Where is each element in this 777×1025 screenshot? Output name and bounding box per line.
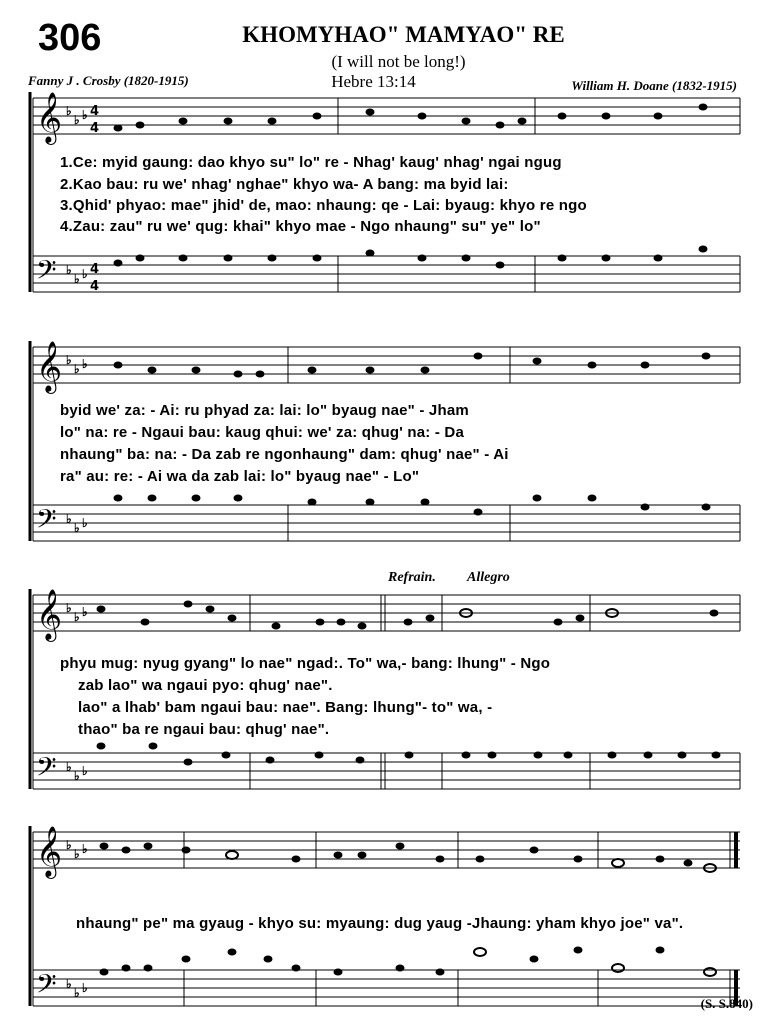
svg-text:♭: ♭ [82,108,88,122]
svg-text:♭: ♭ [74,769,80,783]
svg-text:𝄢: 𝄢 [36,254,57,292]
svg-text:♭: ♭ [66,760,72,774]
svg-text:𝄞: 𝄞 [36,341,63,392]
music-system-1 [0,88,777,298]
svg-text:♭: ♭ [66,838,72,852]
svg-text:♭: ♭ [82,981,88,995]
svg-text:♭: ♭ [74,272,80,286]
svg-text:♭: ♭ [66,512,72,526]
music-system-2 [0,337,777,547]
svg-text:𝄞: 𝄞 [36,92,63,143]
svg-text:♭: ♭ [66,353,72,367]
svg-text:♭: ♭ [66,263,72,277]
lyric-verse-3: lao" a lhab' bam ngaui bau: nae". Bang: lhung"- to" wa, - [78,699,493,716]
hymn-subtitle: (I will not be long!) [331,52,466,71]
lyric-verse-3: 3.Qhid' phyao: mae" jhid' de, mao: nhaung: qe - Lai: byaug: khyo re ngo [60,197,587,214]
svg-text:♭: ♭ [82,605,88,619]
lyric-verse-1: phyu mug: nyug gyang" lo nae" ngad:. To" wa,- bang: lhung" - Ngo [60,655,551,672]
lyric-verse-3: nhaung" ba: na: - Da zab re ngonhaung" dam: qhug' nae" - Ai [60,446,509,463]
lyric-verse-4: ra" au: re: - Ai wa da zab lai: lo" byaug nae" - Lo" [60,468,420,485]
tempo-label: Allegro [467,570,510,585]
svg-text:♭: ♭ [74,847,80,861]
svg-text:4: 4 [90,262,100,277]
hymn-number: 306 [38,17,102,59]
refrain-label: Refrain. [388,570,436,585]
svg-text:♭: ♭ [82,842,88,856]
lyricist-credit: Fanny J . Crosby (1820-1915) [28,73,189,88]
lyric-verse-2: lo" na: re - Ngaui bau: kaug qhui: we' za: qhug' na: - Da [60,424,464,441]
svg-text:4: 4 [90,121,100,136]
svg-text:4: 4 [90,104,100,119]
composer-credit: William H. Doane (1832-1915) [571,78,737,93]
scripture-reference: Hebre 13:14 [331,72,416,91]
lyric-verse-1: nhaung" pe" ma gyaug - khyo su: myaung: dug yaug -Jhaung: yham khyo joe" va". [76,915,684,932]
svg-text:♭: ♭ [74,521,80,535]
svg-text:♭: ♭ [74,986,80,1000]
svg-text:4: 4 [90,279,100,294]
svg-text:♭: ♭ [74,362,80,376]
svg-text:♭: ♭ [74,113,80,127]
lyric-verse-1: 1.Ce: myid gaung: dao khyo su" lo" re - Nhag' kaug' nhag' ngai ngug [60,154,562,171]
svg-text:♭: ♭ [66,977,72,991]
svg-text:♭: ♭ [82,357,88,371]
svg-text:♭: ♭ [82,267,88,281]
lyric-verse-2: zab lao" wa ngaui pyo: qhug' nae". [78,677,333,694]
svg-text:𝄢: 𝄢 [36,503,57,541]
lyric-verse-4: 4.Zau: zau" ru we' qug: khai" khyo mae - Ngo nhaung" su" ye" lo" [60,218,541,235]
hymn-title: KHOMYHAO" MAMYAO" RE [242,22,565,47]
svg-text:♭: ♭ [82,764,88,778]
svg-text:𝄞: 𝄞 [36,826,63,877]
svg-text:𝄢: 𝄢 [36,751,57,789]
svg-text:♭: ♭ [82,516,88,530]
svg-text:𝄞: 𝄞 [36,589,63,640]
svg-text:𝄢: 𝄢 [36,968,57,1006]
svg-text:♭: ♭ [66,601,72,615]
lyric-verse-4: thao" ba re ngaui bau: qhug' nae". [78,721,330,738]
lyric-verse-2: 2.Kao bau: ru we' nhag' nghae" khyo wa- A bang: ma byid lai: [60,176,509,193]
source-reference: (S. S.840) [700,996,753,1011]
svg-text:♭: ♭ [66,104,72,118]
lyric-verse-1: byid we' za: - Ai: ru phyad za: lai: lo" byaug nae" - Jham [60,402,469,419]
svg-text:♭: ♭ [74,610,80,624]
